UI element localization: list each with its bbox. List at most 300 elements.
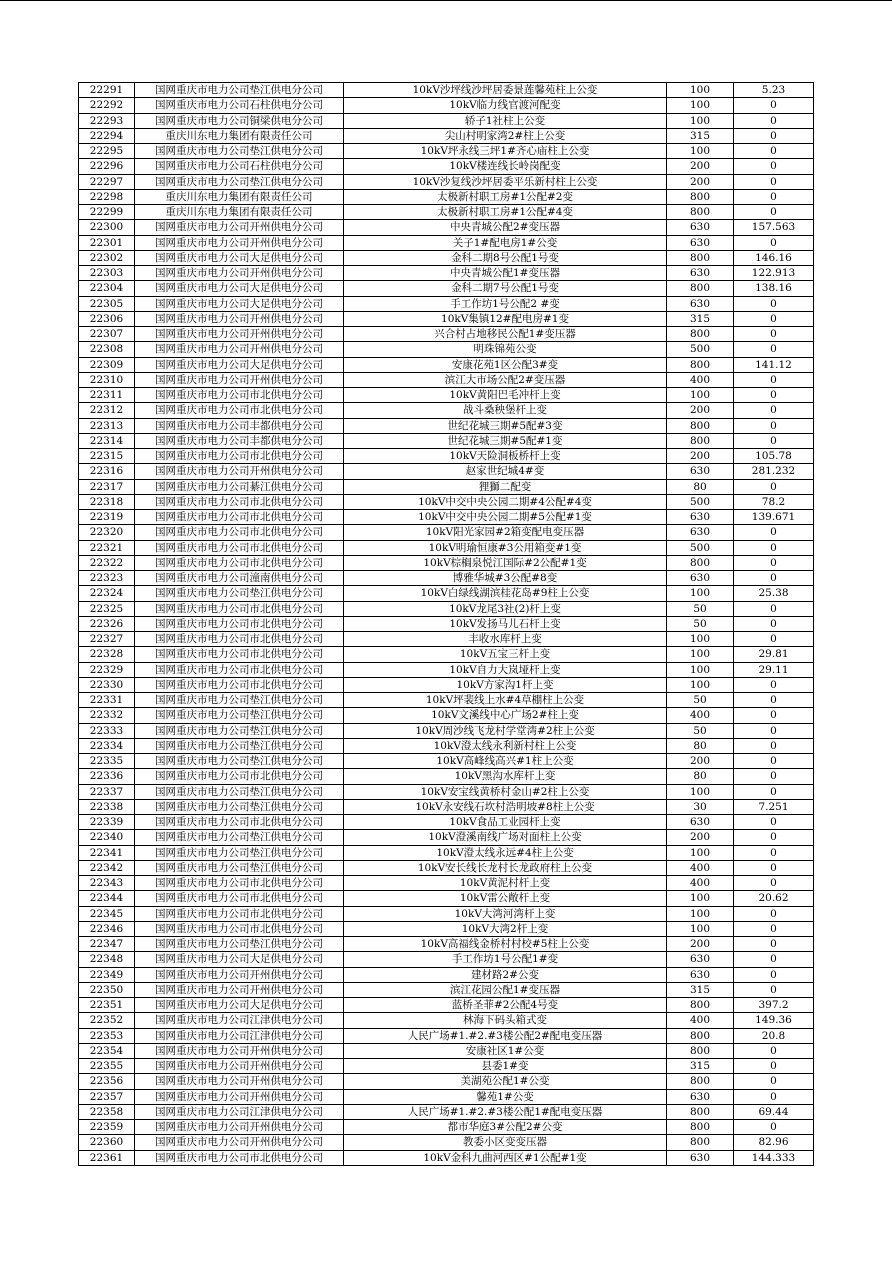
capacity-cell: 800 — [667, 418, 734, 433]
value-cell: 0 — [734, 1043, 814, 1058]
table-row — [79, 540, 814, 555]
row-id-cell: 22324 — [79, 586, 135, 601]
row-id-cell: 22333 — [79, 723, 135, 738]
row-id-cell: 22339 — [79, 815, 135, 830]
capacity-cell: 800 — [667, 1135, 734, 1150]
value-cell: 5.23 — [734, 83, 814, 98]
table-row — [79, 1135, 814, 1150]
table-row — [79, 769, 814, 784]
transformer-name-cell: 金科二期7号公配1号变 — [344, 281, 667, 296]
table-row — [79, 982, 814, 997]
company-cell: 重庆川东电力集团有限责任公司 — [135, 128, 344, 143]
capacity-cell: 50 — [667, 616, 734, 631]
value-cell: 0 — [734, 1089, 814, 1104]
transformer-name-cell: 丰收水库杆上变 — [344, 632, 667, 647]
row-id-cell: 22291 — [79, 83, 135, 98]
company-cell: 国网重庆市电力公司市北供电分公司 — [135, 891, 344, 906]
table-row — [79, 1043, 814, 1058]
row-id-cell: 22355 — [79, 1059, 135, 1074]
capacity-cell: 30 — [667, 799, 734, 814]
value-cell: 0 — [734, 632, 814, 647]
transformer-name-cell: 10kV大湾2杆上变 — [344, 921, 667, 936]
capacity-cell: 400 — [667, 372, 734, 387]
table-row — [79, 327, 814, 342]
table-row — [79, 98, 814, 113]
table-row — [79, 616, 814, 631]
value-cell: 0 — [734, 540, 814, 555]
table-row — [79, 586, 814, 601]
company-cell: 国网重庆市电力公司市北供电分公司 — [135, 647, 344, 662]
transformer-name-cell: 安康花苑1区公配3#变 — [344, 357, 667, 372]
transformer-name-cell: 10kV黄泥村杆上变 — [344, 876, 667, 891]
company-cell: 国网重庆市电力公司市北供电分公司 — [135, 632, 344, 647]
capacity-cell: 800 — [667, 250, 734, 265]
row-id-cell: 22335 — [79, 754, 135, 769]
transformer-name-cell: 10kV高峰线高兴#1柱上公变 — [344, 754, 667, 769]
value-cell: 0 — [734, 372, 814, 387]
transformer-name-cell: 教委小区变变压器 — [344, 1135, 667, 1150]
company-cell: 国网重庆市电力公司垫江供电分公司 — [135, 738, 344, 753]
transformer-name-cell: 10kV五宝三杆上变 — [344, 647, 667, 662]
value-cell: 0 — [734, 876, 814, 891]
transformer-name-cell: 10kV永安线石坎村浩明坡#8柱上公变 — [344, 799, 667, 814]
table-row — [79, 967, 814, 982]
row-id-cell: 22294 — [79, 128, 135, 143]
company-cell: 国网重庆市电力公司垫江供电分公司 — [135, 830, 344, 845]
company-cell: 国网重庆市电力公司市北供电分公司 — [135, 601, 344, 616]
row-id-cell: 22298 — [79, 189, 135, 204]
company-cell: 国网重庆市电力公司垫江供电分公司 — [135, 784, 344, 799]
capacity-cell: 100 — [667, 586, 734, 601]
table-row — [79, 281, 814, 296]
company-cell: 国网重庆市电力公司垫江供电分公司 — [135, 723, 344, 738]
table-row — [79, 601, 814, 616]
table-row — [79, 830, 814, 845]
table-row — [79, 433, 814, 448]
transformer-name-cell: 10kV澄太线永利新村柱上公变 — [344, 738, 667, 753]
row-id-cell: 22295 — [79, 144, 135, 159]
capacity-cell: 800 — [667, 189, 734, 204]
value-cell: 0 — [734, 342, 814, 357]
company-cell: 国网重庆市电力公司开州供电分公司 — [135, 967, 344, 982]
transformer-name-cell: 中央青城公配1#变压器 — [344, 266, 667, 281]
transformer-name-cell: 10kV沙复线沙坪居委平乐新村柱上公变 — [344, 174, 667, 189]
table-row — [79, 113, 814, 128]
row-id-cell: 22327 — [79, 632, 135, 647]
company-cell: 国网重庆市电力公司开州供电分公司 — [135, 372, 344, 387]
row-id-cell: 22313 — [79, 418, 135, 433]
transformer-name-cell: 滨江花园公配1#变压器 — [344, 982, 667, 997]
row-id-cell: 22332 — [79, 708, 135, 723]
capacity-cell: 100 — [667, 388, 734, 403]
capacity-cell: 100 — [667, 647, 734, 662]
transformer-name-cell: 10kV天险洞板桥杆上变 — [344, 449, 667, 464]
value-cell: 0 — [734, 830, 814, 845]
transformer-name-cell: 人民广场#1.#2.#3楼公配1#配电变压器 — [344, 1104, 667, 1119]
table-row — [79, 250, 814, 265]
value-cell: 0 — [734, 723, 814, 738]
value-cell: 20.62 — [734, 891, 814, 906]
value-cell: 0 — [734, 967, 814, 982]
table-row — [79, 235, 814, 250]
capacity-cell: 315 — [667, 128, 734, 143]
transformer-name-cell: 10kV黑沟水库杆上变 — [344, 769, 667, 784]
row-id-cell: 22293 — [79, 113, 135, 128]
value-cell: 122.913 — [734, 266, 814, 281]
company-cell: 国网重庆市电力公司市北供电分公司 — [135, 921, 344, 936]
company-cell: 国网重庆市电力公司铜梁供电分公司 — [135, 113, 344, 128]
capacity-cell: 200 — [667, 830, 734, 845]
value-cell: 146.16 — [734, 250, 814, 265]
row-id-cell: 22330 — [79, 677, 135, 692]
row-id-cell: 22348 — [79, 952, 135, 967]
value-cell: 0 — [734, 159, 814, 174]
row-id-cell: 22343 — [79, 876, 135, 891]
value-cell: 0 — [734, 982, 814, 997]
value-cell: 0 — [734, 769, 814, 784]
capacity-cell: 500 — [667, 494, 734, 509]
value-cell: 139.671 — [734, 510, 814, 525]
value-cell: 0 — [734, 235, 814, 250]
company-cell: 国网重庆市电力公司开州供电分公司 — [135, 1135, 344, 1150]
row-id-cell: 22311 — [79, 388, 135, 403]
row-id-cell: 22344 — [79, 891, 135, 906]
company-cell: 国网重庆市电力公司市北供电分公司 — [135, 555, 344, 570]
value-cell: 0 — [734, 311, 814, 326]
capacity-cell: 100 — [667, 906, 734, 921]
row-id-cell: 22305 — [79, 296, 135, 311]
table-row — [79, 571, 814, 586]
transformer-name-cell: 太极新村职工房#1公配#4变 — [344, 205, 667, 220]
capacity-cell: 50 — [667, 723, 734, 738]
row-id-cell: 22340 — [79, 830, 135, 845]
value-cell: 78.2 — [734, 494, 814, 509]
value-cell: 149.36 — [734, 1013, 814, 1028]
capacity-cell: 800 — [667, 1120, 734, 1135]
transformer-name-cell: 博雅华城#3公配#8变 — [344, 571, 667, 586]
transformer-name-cell: 10kV白绿线湖滨桂花岛#9柱上公变 — [344, 586, 667, 601]
transformer-name-cell: 10kV澄太线永远#4柱上公变 — [344, 845, 667, 860]
row-id-cell: 22342 — [79, 860, 135, 875]
value-cell: 0 — [734, 189, 814, 204]
table-row — [79, 1104, 814, 1119]
row-id-cell: 22301 — [79, 235, 135, 250]
row-id-cell: 22320 — [79, 525, 135, 540]
capacity-cell: 800 — [667, 205, 734, 220]
table-row — [79, 662, 814, 677]
company-cell: 国网重庆市电力公司大足供电分公司 — [135, 250, 344, 265]
company-cell: 国网重庆市电力公司石柱供电分公司 — [135, 159, 344, 174]
company-cell: 国网重庆市电力公司市北供电分公司 — [135, 403, 344, 418]
value-cell: 29.81 — [734, 647, 814, 662]
company-cell: 国网重庆市电力公司垫江供电分公司 — [135, 860, 344, 875]
transformer-name-cell: 10kV安长线长龙村长龙政府柱上公变 — [344, 860, 667, 875]
capacity-cell: 630 — [667, 1150, 734, 1165]
transformer-name-cell: 10kV中交中央公园二期#4公配#4变 — [344, 494, 667, 509]
table-row — [79, 83, 814, 98]
company-cell: 国网重庆市电力公司大足供电分公司 — [135, 998, 344, 1013]
value-cell: 138.16 — [734, 281, 814, 296]
table-row — [79, 815, 814, 830]
company-cell: 国网重庆市电力公司开州供电分公司 — [135, 1043, 344, 1058]
row-id-cell: 22358 — [79, 1104, 135, 1119]
value-cell: 0 — [734, 784, 814, 799]
row-id-cell: 22329 — [79, 662, 135, 677]
table-row — [79, 449, 814, 464]
transformer-name-cell: 10kV临力线官渡河配变 — [344, 98, 667, 113]
row-id-cell: 22304 — [79, 281, 135, 296]
transformer-name-cell: 中央青城公配2#变压器 — [344, 220, 667, 235]
transformer-name-cell: 10kV黄阳巴毛冲杆上变 — [344, 388, 667, 403]
company-cell: 国网重庆市电力公司市北供电分公司 — [135, 1150, 344, 1165]
capacity-cell: 100 — [667, 677, 734, 692]
company-cell: 国网重庆市电力公司开州供电分公司 — [135, 327, 344, 342]
capacity-cell: 800 — [667, 1074, 734, 1089]
capacity-cell: 80 — [667, 738, 734, 753]
transformer-name-cell: 10kV明瑜恒康#3公用箱变#1变 — [344, 540, 667, 555]
row-id-cell: 22306 — [79, 311, 135, 326]
value-cell: 0 — [734, 1074, 814, 1089]
value-cell: 0 — [734, 1120, 814, 1135]
company-cell: 国网重庆市电力公司垫江供电分公司 — [135, 754, 344, 769]
transformer-name-cell: 战斗桑秧堡杆上变 — [344, 403, 667, 418]
row-id-cell: 22361 — [79, 1150, 135, 1165]
transformer-name-cell: 10kV高福线金桥村村校#5柱上公变 — [344, 937, 667, 952]
transformer-name-cell: 蓝桥圣菲#2公配4号变 — [344, 998, 667, 1013]
row-id-cell: 22349 — [79, 967, 135, 982]
transformer-name-cell: 关子1#配电房1#公变 — [344, 235, 667, 250]
table-row — [79, 1150, 814, 1165]
capacity-cell: 800 — [667, 433, 734, 448]
table-row — [79, 860, 814, 875]
value-cell: 0 — [734, 845, 814, 860]
value-cell: 25.38 — [734, 586, 814, 601]
table-row — [79, 921, 814, 936]
table-row — [79, 357, 814, 372]
value-cell: 0 — [734, 708, 814, 723]
table-row — [79, 891, 814, 906]
capacity-cell: 200 — [667, 159, 734, 174]
transformer-name-cell: 10kV金科九曲河西区#1公配#1变 — [344, 1150, 667, 1165]
capacity-cell: 800 — [667, 357, 734, 372]
value-cell: 0 — [734, 296, 814, 311]
company-cell: 重庆川东电力集团有限责任公司 — [135, 205, 344, 220]
row-id-cell: 22318 — [79, 494, 135, 509]
value-cell: 82.96 — [734, 1135, 814, 1150]
capacity-cell: 100 — [667, 83, 734, 98]
company-cell: 国网重庆市电力公司垫江供电分公司 — [135, 845, 344, 860]
value-cell: 397.2 — [734, 998, 814, 1013]
company-cell: 国网重庆市电力公司市北供电分公司 — [135, 616, 344, 631]
value-cell: 0 — [734, 937, 814, 952]
transformer-name-cell: 世纪花城三期#5配#1变 — [344, 433, 667, 448]
capacity-cell: 400 — [667, 708, 734, 723]
row-id-cell: 22319 — [79, 510, 135, 525]
row-id-cell: 22347 — [79, 937, 135, 952]
table-row — [79, 555, 814, 570]
transformer-name-cell: 10kV集镇12#配电房#1变 — [344, 311, 667, 326]
row-id-cell: 22314 — [79, 433, 135, 448]
capacity-cell: 100 — [667, 891, 734, 906]
capacity-cell: 100 — [667, 113, 734, 128]
row-id-cell: 22337 — [79, 784, 135, 799]
capacity-cell: 630 — [667, 510, 734, 525]
capacity-cell: 400 — [667, 876, 734, 891]
company-cell: 国网重庆市电力公司大足供电分公司 — [135, 296, 344, 311]
transformer-name-cell: 10kV澄溪南线广场对面柱上公变 — [344, 830, 667, 845]
row-id-cell: 22310 — [79, 372, 135, 387]
capacity-cell: 800 — [667, 998, 734, 1013]
row-id-cell: 22307 — [79, 327, 135, 342]
value-cell: 157.563 — [734, 220, 814, 235]
table-row — [79, 220, 814, 235]
company-cell: 国网重庆市电力公司大足供电分公司 — [135, 952, 344, 967]
table-row — [79, 342, 814, 357]
row-id-cell: 22323 — [79, 571, 135, 586]
row-id-cell: 22325 — [79, 601, 135, 616]
table-row — [79, 266, 814, 281]
value-cell: 0 — [734, 113, 814, 128]
capacity-cell: 200 — [667, 174, 734, 189]
row-id-cell: 22300 — [79, 220, 135, 235]
table-row — [79, 937, 814, 952]
company-cell: 国网重庆市电力公司垫江供电分公司 — [135, 708, 344, 723]
row-id-cell: 22331 — [79, 693, 135, 708]
transformer-name-cell: 建材路2#公变 — [344, 967, 667, 982]
table-row — [79, 418, 814, 433]
table-row — [79, 845, 814, 860]
capacity-cell: 50 — [667, 601, 734, 616]
company-cell: 国网重庆市电力公司市北供电分公司 — [135, 449, 344, 464]
row-id-cell: 22309 — [79, 357, 135, 372]
table-body — [79, 83, 814, 1166]
row-id-cell: 22336 — [79, 769, 135, 784]
table-row — [79, 189, 814, 204]
company-cell: 国网重庆市电力公司垫江供电分公司 — [135, 174, 344, 189]
capacity-cell: 100 — [667, 845, 734, 860]
table-row — [79, 525, 814, 540]
row-id-cell: 22297 — [79, 174, 135, 189]
value-cell: 69.44 — [734, 1104, 814, 1119]
transformer-table — [78, 82, 814, 1166]
page-top-rule — [0, 0, 892, 1]
capacity-cell: 800 — [667, 1043, 734, 1058]
table-row — [79, 708, 814, 723]
value-cell: 0 — [734, 388, 814, 403]
table-row — [79, 906, 814, 921]
row-id-cell: 22356 — [79, 1074, 135, 1089]
table-row — [79, 799, 814, 814]
table-row — [79, 144, 814, 159]
capacity-cell: 800 — [667, 1104, 734, 1119]
value-cell: 0 — [734, 815, 814, 830]
company-cell: 国网重庆市电力公司潼南供电分公司 — [135, 571, 344, 586]
transformer-name-cell: 10kV安宝线黄桥村金山#2柱上公变 — [344, 784, 667, 799]
company-cell: 国网重庆市电力公司江津供电分公司 — [135, 1013, 344, 1028]
row-id-cell: 22359 — [79, 1120, 135, 1135]
transformer-name-cell: 10kV棕榈泉悦江国际#2公配#1变 — [344, 555, 667, 570]
row-id-cell: 22317 — [79, 479, 135, 494]
table-row — [79, 738, 814, 753]
table-row — [79, 998, 814, 1013]
value-cell: 0 — [734, 616, 814, 631]
transformer-name-cell: 手工作坊1号公配2 #变 — [344, 296, 667, 311]
transformer-name-cell: 美湖苑公配1#公变 — [344, 1074, 667, 1089]
row-id-cell: 22308 — [79, 342, 135, 357]
table-row — [79, 952, 814, 967]
value-cell: 0 — [734, 1059, 814, 1074]
transformer-name-cell: 滨江大市场公配2#变压器 — [344, 372, 667, 387]
value-cell: 0 — [734, 860, 814, 875]
value-cell: 0 — [734, 479, 814, 494]
capacity-cell: 315 — [667, 982, 734, 997]
capacity-cell: 400 — [667, 860, 734, 875]
row-id-cell: 22316 — [79, 464, 135, 479]
transformer-name-cell: 林海下码头箱式变 — [344, 1013, 667, 1028]
capacity-cell: 200 — [667, 449, 734, 464]
table-row — [79, 1120, 814, 1135]
transformer-name-cell: 10kV沙坪线沙坪居委景莲馨苑柱上公变 — [344, 83, 667, 98]
table-row — [79, 403, 814, 418]
capacity-cell: 630 — [667, 967, 734, 982]
table-row — [79, 632, 814, 647]
capacity-cell: 80 — [667, 479, 734, 494]
company-cell: 国网重庆市电力公司开州供电分公司 — [135, 311, 344, 326]
capacity-cell: 630 — [667, 296, 734, 311]
capacity-cell: 630 — [667, 525, 734, 540]
transformer-name-cell: 10kV大湾河湾杆上变 — [344, 906, 667, 921]
transformer-name-cell: 10kV食品工业园杆上变 — [344, 815, 667, 830]
value-cell: 0 — [734, 144, 814, 159]
company-cell: 国网重庆市电力公司市北供电分公司 — [135, 815, 344, 830]
capacity-cell: 500 — [667, 540, 734, 555]
table-row — [79, 174, 814, 189]
company-cell: 国网重庆市电力公司垫江供电分公司 — [135, 799, 344, 814]
table-row — [79, 1028, 814, 1043]
capacity-cell: 630 — [667, 571, 734, 586]
transformer-name-cell: 10kV阳光家园#2箱变配电变压器 — [344, 525, 667, 540]
row-id-cell: 22338 — [79, 799, 135, 814]
capacity-cell: 630 — [667, 266, 734, 281]
company-cell: 国网重庆市电力公司开州供电分公司 — [135, 1074, 344, 1089]
capacity-cell: 100 — [667, 98, 734, 113]
transformer-name-cell: 太极新村职工房#1公配#2变 — [344, 189, 667, 204]
value-cell: 0 — [734, 571, 814, 586]
table-row — [79, 677, 814, 692]
company-cell: 国网重庆市电力公司丰都供电分公司 — [135, 418, 344, 433]
company-cell: 国网重庆市电力公司大足供电分公司 — [135, 281, 344, 296]
table-row — [79, 464, 814, 479]
company-cell: 国网重庆市电力公司开州供电分公司 — [135, 1120, 344, 1135]
row-id-cell: 22341 — [79, 845, 135, 860]
row-id-cell: 22321 — [79, 540, 135, 555]
value-cell: 0 — [734, 205, 814, 220]
table-row — [79, 1059, 814, 1074]
company-cell: 国网重庆市电力公司垫江供电分公司 — [135, 83, 344, 98]
value-cell: 0 — [734, 98, 814, 113]
company-cell: 国网重庆市电力公司开州供电分公司 — [135, 266, 344, 281]
value-cell: 141.12 — [734, 357, 814, 372]
row-id-cell: 22303 — [79, 266, 135, 281]
company-cell: 国网重庆市电力公司市北供电分公司 — [135, 540, 344, 555]
table-row — [79, 876, 814, 891]
table-row — [79, 372, 814, 387]
transformer-name-cell: 世纪花城三期#5配#3变 — [344, 418, 667, 433]
value-cell: 281.232 — [734, 464, 814, 479]
value-cell: 0 — [734, 754, 814, 769]
row-id-cell: 22353 — [79, 1028, 135, 1043]
value-cell: 0 — [734, 525, 814, 540]
